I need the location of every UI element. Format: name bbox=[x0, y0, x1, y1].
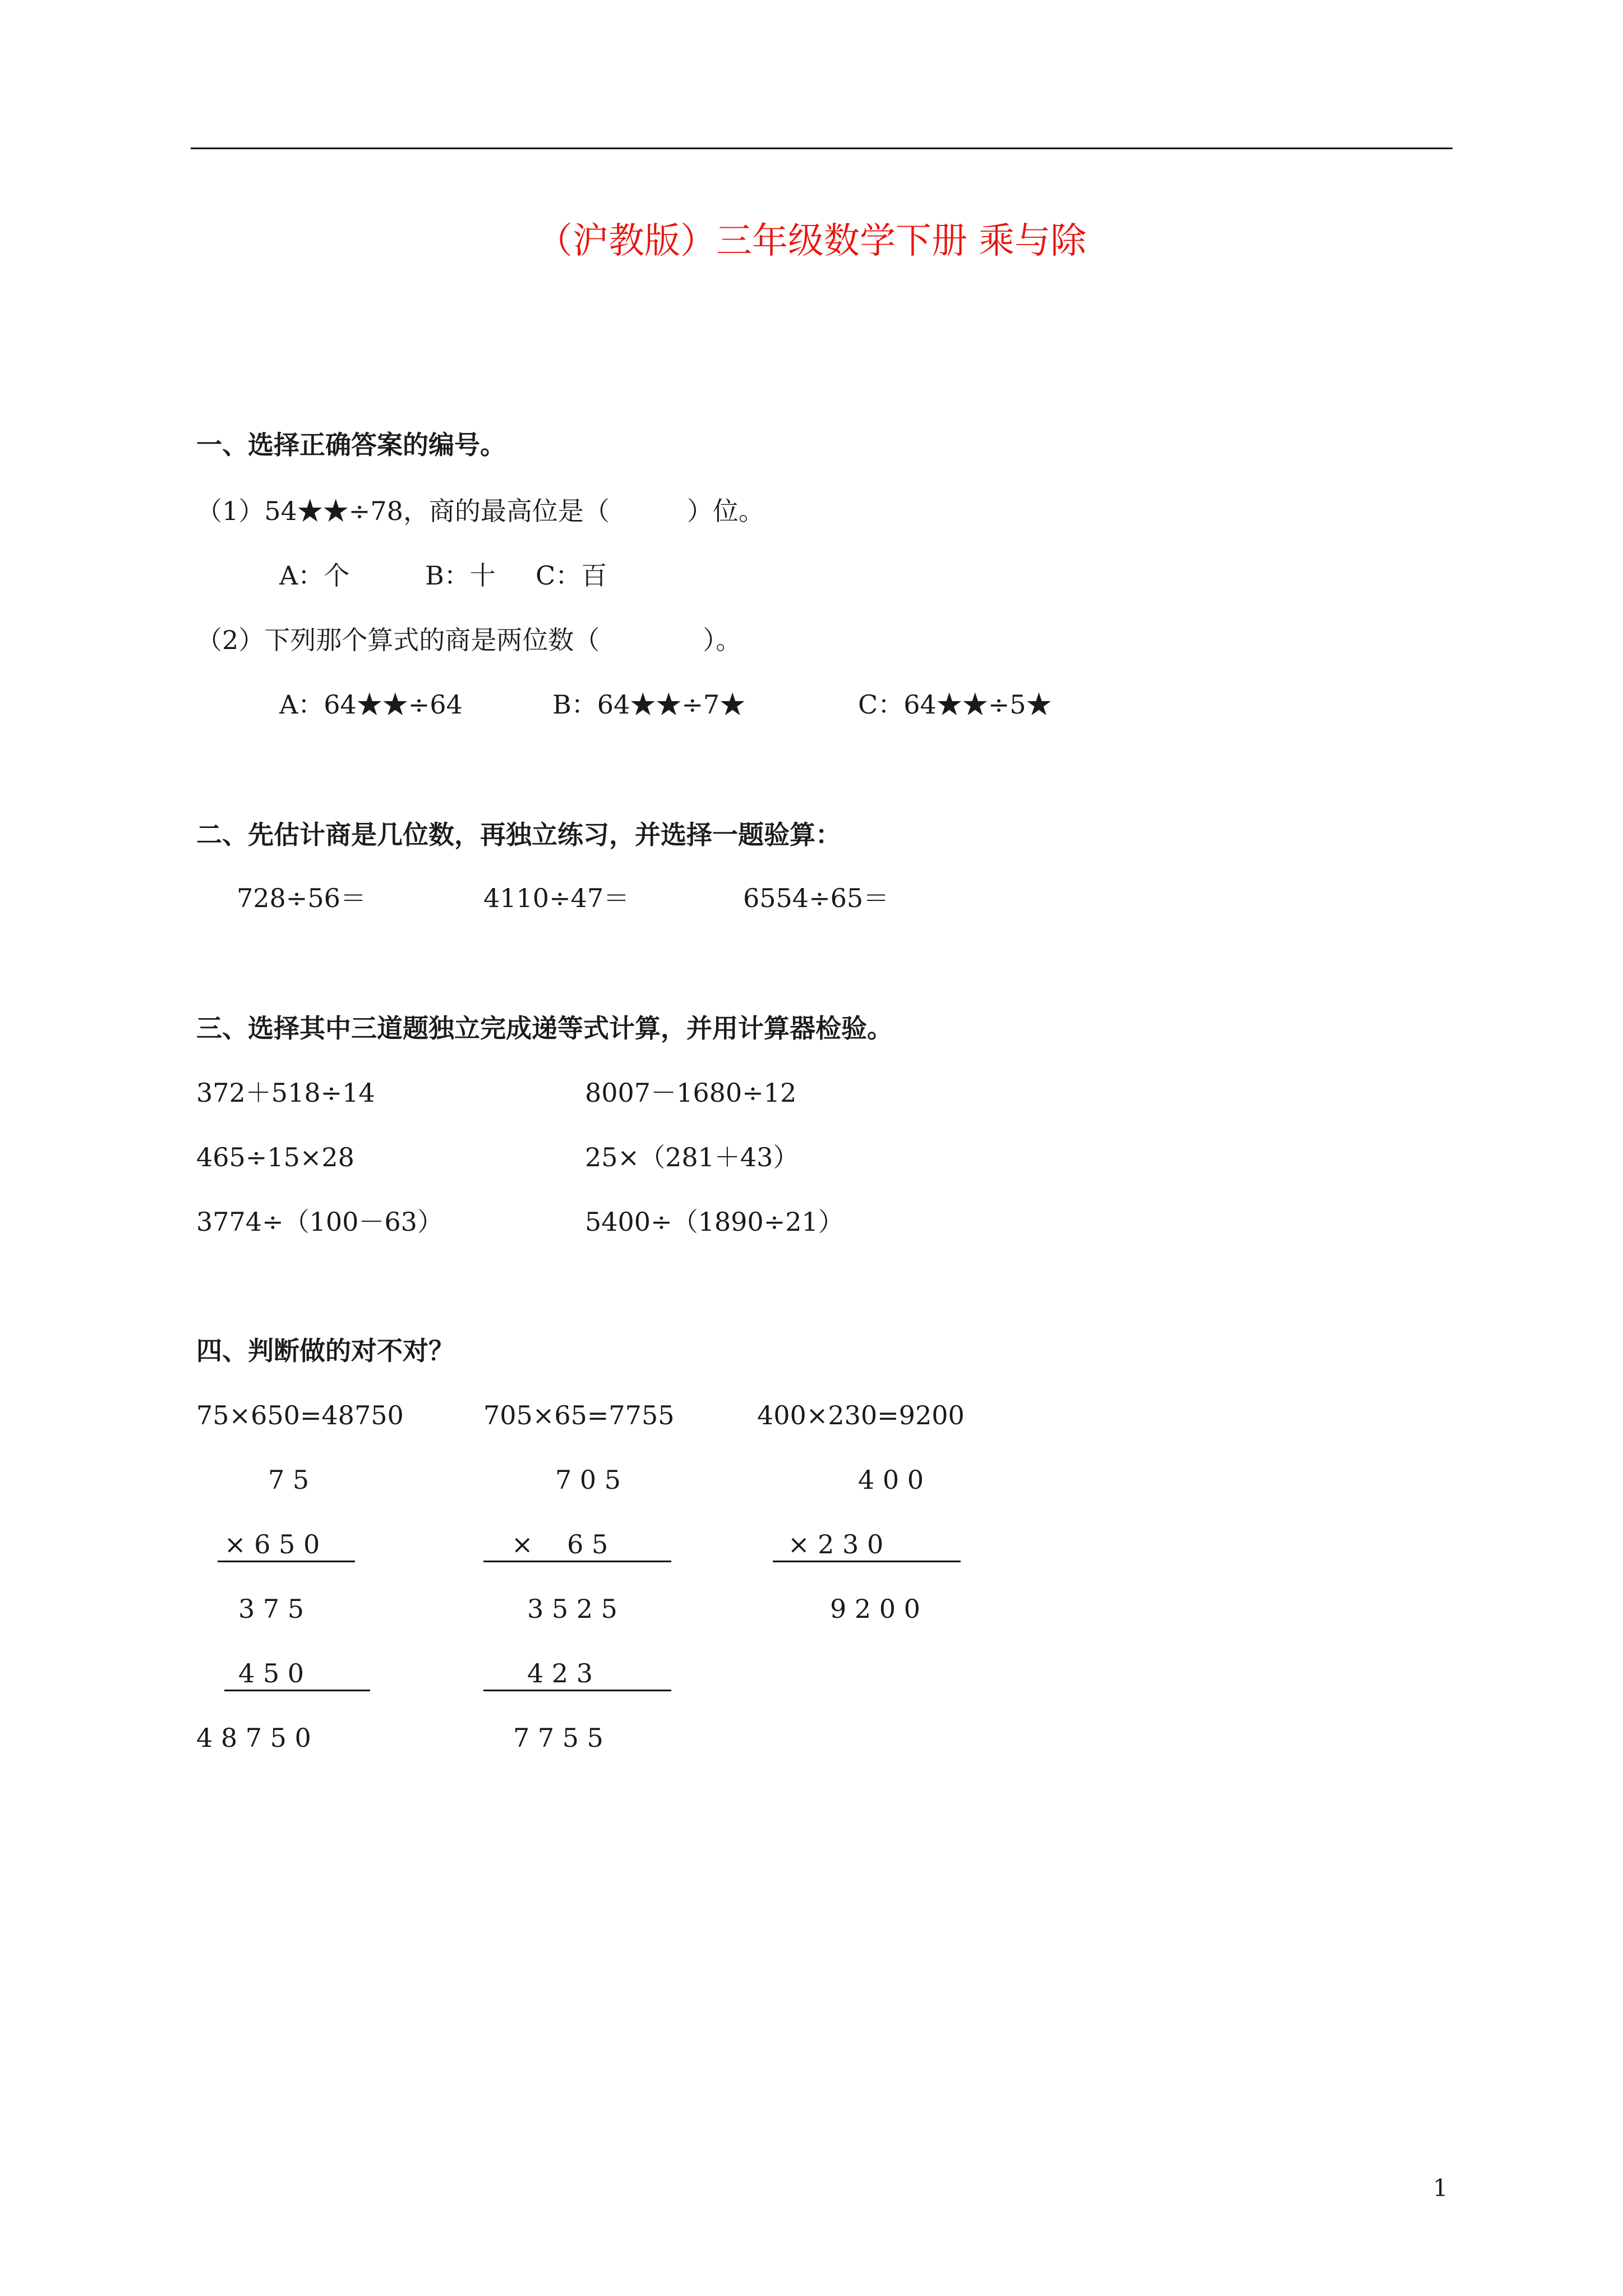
q1-option-c: C：百 bbox=[536, 560, 607, 591]
q2-option-b: B：64★★÷7★ bbox=[552, 689, 746, 720]
page-number: 1 bbox=[1433, 2174, 1448, 2202]
work-line: 4 8 7 5 0 bbox=[196, 1723, 311, 1753]
calc-problem: 465÷15×28 bbox=[196, 1142, 354, 1172]
estimate-problem-3: 6554÷65＝ bbox=[743, 883, 889, 913]
work-line: 7 0 5 bbox=[555, 1465, 621, 1495]
calc-problem: 8007－1680÷12 bbox=[585, 1078, 797, 1108]
work-line: 7 5 bbox=[268, 1465, 310, 1495]
work-line: 7 7 5 5 bbox=[513, 1723, 603, 1753]
work-line: 3 7 5 bbox=[238, 1594, 305, 1624]
work-line: 9 2 0 0 bbox=[830, 1594, 920, 1624]
equation-1: 75×650=48750 bbox=[196, 1400, 404, 1430]
equation-3: 400×230=9200 bbox=[757, 1400, 965, 1430]
section2-heading: 二、先估计商是几位数，再独立练习，并选择一题验算： bbox=[196, 820, 841, 850]
calc-problem: 372＋518÷14 bbox=[196, 1078, 375, 1108]
work-underline bbox=[218, 1561, 355, 1562]
calc-problem: 5400÷（1890÷21） bbox=[585, 1207, 844, 1237]
question-2: （2）下列那个算式的商是两位数（ ）。 bbox=[196, 625, 742, 655]
estimate-problem-2: 4110÷47＝ bbox=[483, 883, 630, 913]
work-line: 4 2 3 bbox=[527, 1658, 593, 1688]
work-underline bbox=[483, 1561, 671, 1562]
work-line: 4 5 0 bbox=[238, 1658, 305, 1688]
document-title: （沪教版）三年级数学下册 乘与除 bbox=[536, 220, 1087, 262]
work-line: 3 5 2 5 bbox=[527, 1594, 617, 1624]
work-line: × 6 5 bbox=[511, 1529, 608, 1559]
section4-heading: 四、判断做的对不对？ bbox=[196, 1336, 454, 1366]
question-1: （1）54★★÷78，商的最高位是（ ）位。 bbox=[196, 496, 764, 526]
section1-heading: 一、选择正确答案的编号。 bbox=[196, 430, 506, 460]
work-underline bbox=[483, 1690, 671, 1691]
q2-option-a: A：64★★÷64 bbox=[279, 689, 463, 720]
work-line: × 2 3 0 bbox=[788, 1529, 884, 1559]
work-line: × 6 5 0 bbox=[224, 1529, 320, 1559]
work-underline bbox=[224, 1690, 370, 1691]
estimate-problem-1: 728÷56＝ bbox=[237, 883, 366, 913]
q1-option-a: A：个 bbox=[279, 560, 350, 591]
calc-problem: 25×（281＋43） bbox=[585, 1142, 799, 1172]
calc-problem: 3774÷（100－63） bbox=[196, 1207, 443, 1237]
header-rule bbox=[191, 148, 1453, 149]
q1-option-b: B：十 bbox=[425, 560, 496, 591]
equation-2: 705×65=7755 bbox=[483, 1400, 675, 1430]
q2-option-c: C：64★★÷5★ bbox=[858, 689, 1052, 720]
work-underline bbox=[773, 1561, 961, 1562]
section3-heading: 三、选择其中三道题独立完成递等式计算，并用计算器检验。 bbox=[196, 1013, 893, 1043]
work-line: 4 0 0 bbox=[858, 1465, 924, 1495]
